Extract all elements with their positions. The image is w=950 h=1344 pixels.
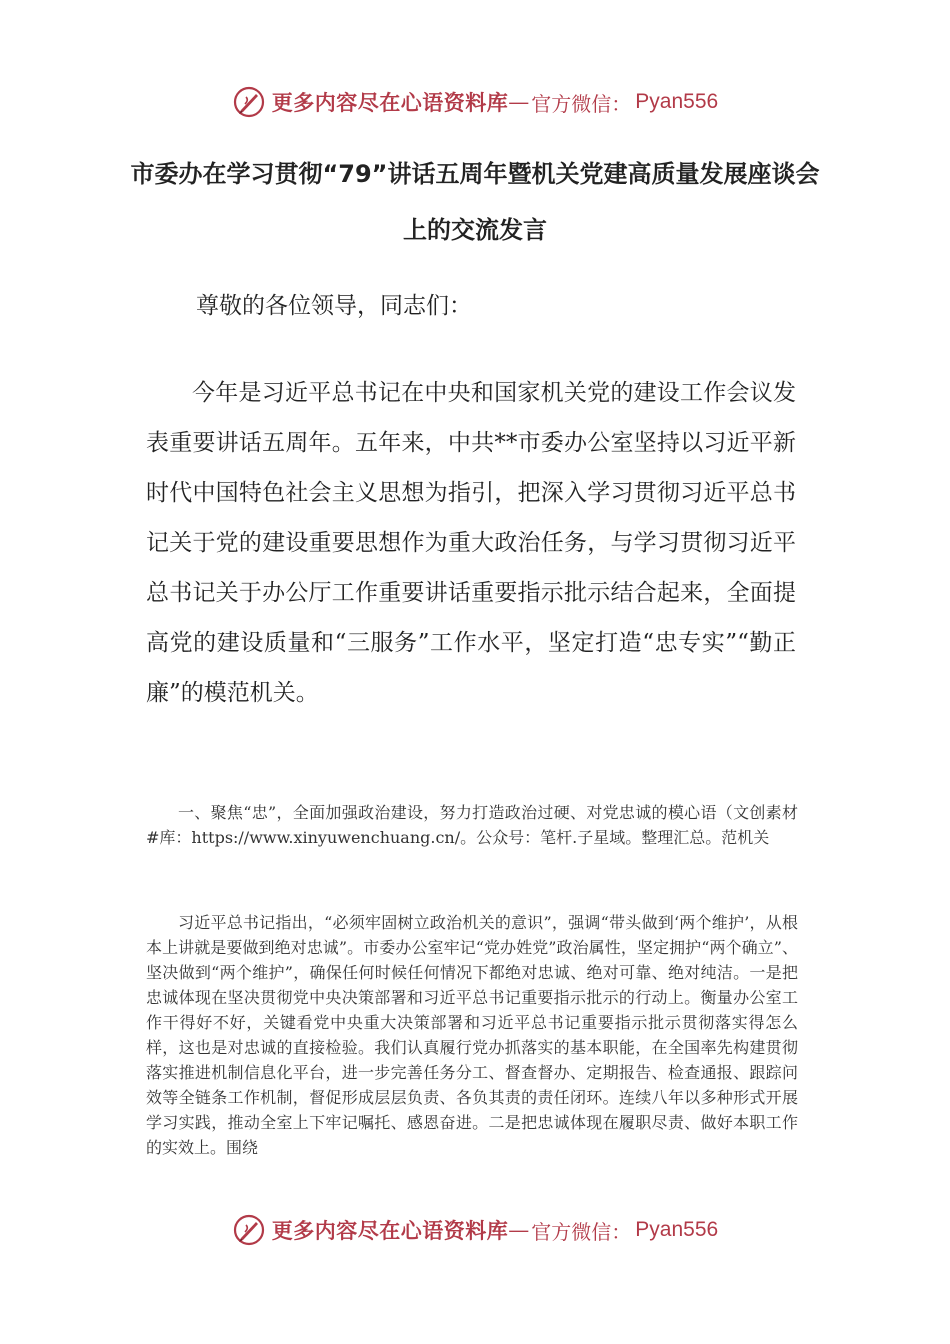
section-heading: 一、聚焦“忠”，全面加强政治建设，努力打造政治过硬、对党忠诚的模心语（文创素材#库：https://www.xinyuwenchuang.cn/。公众号：笔杆.子星域。整理汇总。范机关 xyxy=(146,803,798,847)
banner-wechat-id: Pyan556 xyxy=(635,90,719,113)
banner-wechat-label: 官方微信： xyxy=(531,1219,632,1244)
document-title: 市委办在学习贯彻“79”讲话五周年暨机关党建高质量发展座谈会上的交流发言 xyxy=(130,160,820,244)
banner-main-text: 更多内容尽在心语资料库 xyxy=(271,90,509,115)
intro-paragraph: 今年是习近平总书记在中央和国家机关党的建设工作会议发表重要讲话五周年。五年来，中共**市委办公室坚持以习近平新时代中国特色社会主义思想为指引，把深入学习贯彻习近平总书记关于党的建设重要思想作为重大政治任务，与学习贯彻习近平总书记关于办公厅工作重要讲话重要指示批示结合起来，全面提高党的建设质量和“三服务”工作水平，坚定打造“忠专实”“勤正廉”的模范机关。 xyxy=(146,380,796,706)
section-body-paragraph: 习近平总书记指出，“必须牢固树立政治机关的意识”，强调“带头做到‘两个维护’，从根本上讲就是要做到绝对忠诚”。市委办公室牢记“党办姓党”政治属性，坚定拥护“两个确立”、坚决做到“两个维护”，确保任何时候任何情况下都绝对忠诚、绝对可靠、绝对纯洁。一是把忠诚体现在坚决贯彻党中央决策部署和习近平总书记重要指示批示的行动上。衡量办公室工作干得好不好，关键看党中央重大决策部署和习近平总书记重要指示批示贯彻落实得怎么样，这也是对忠诚的直接检验。我们认真履行党办抓落实的基本职能，在全国率先构建贯彻落实推进机制信息化平台，进一步完善任务分工、督查督办、定期报告、检查通报、跟踪问效等全链条工作机制，督促形成层层负责、各负其责的责任闭环。连续八年以多种形式开展学习实践，推动全室上下牢记嘱托、感恩奋进。二是把忠诚体现在履职尽责、做好本职工作的实效上。围绕 xyxy=(146,913,798,1157)
header-banner xyxy=(0,80,950,124)
banner-separator: — xyxy=(508,90,530,114)
banner-separator: — xyxy=(508,1218,530,1242)
banner-wechat-label: 官方微信： xyxy=(531,91,632,116)
banner-wechat-id: Pyan556 xyxy=(635,1218,719,1241)
pen-logo-icon xyxy=(232,1213,266,1247)
salutation: 尊敬的各位领导，同志们： xyxy=(196,293,472,319)
footer-banner xyxy=(0,1208,950,1252)
pen-logo-icon xyxy=(232,85,266,119)
banner-main-text: 更多内容尽在心语资料库 xyxy=(271,1218,509,1243)
